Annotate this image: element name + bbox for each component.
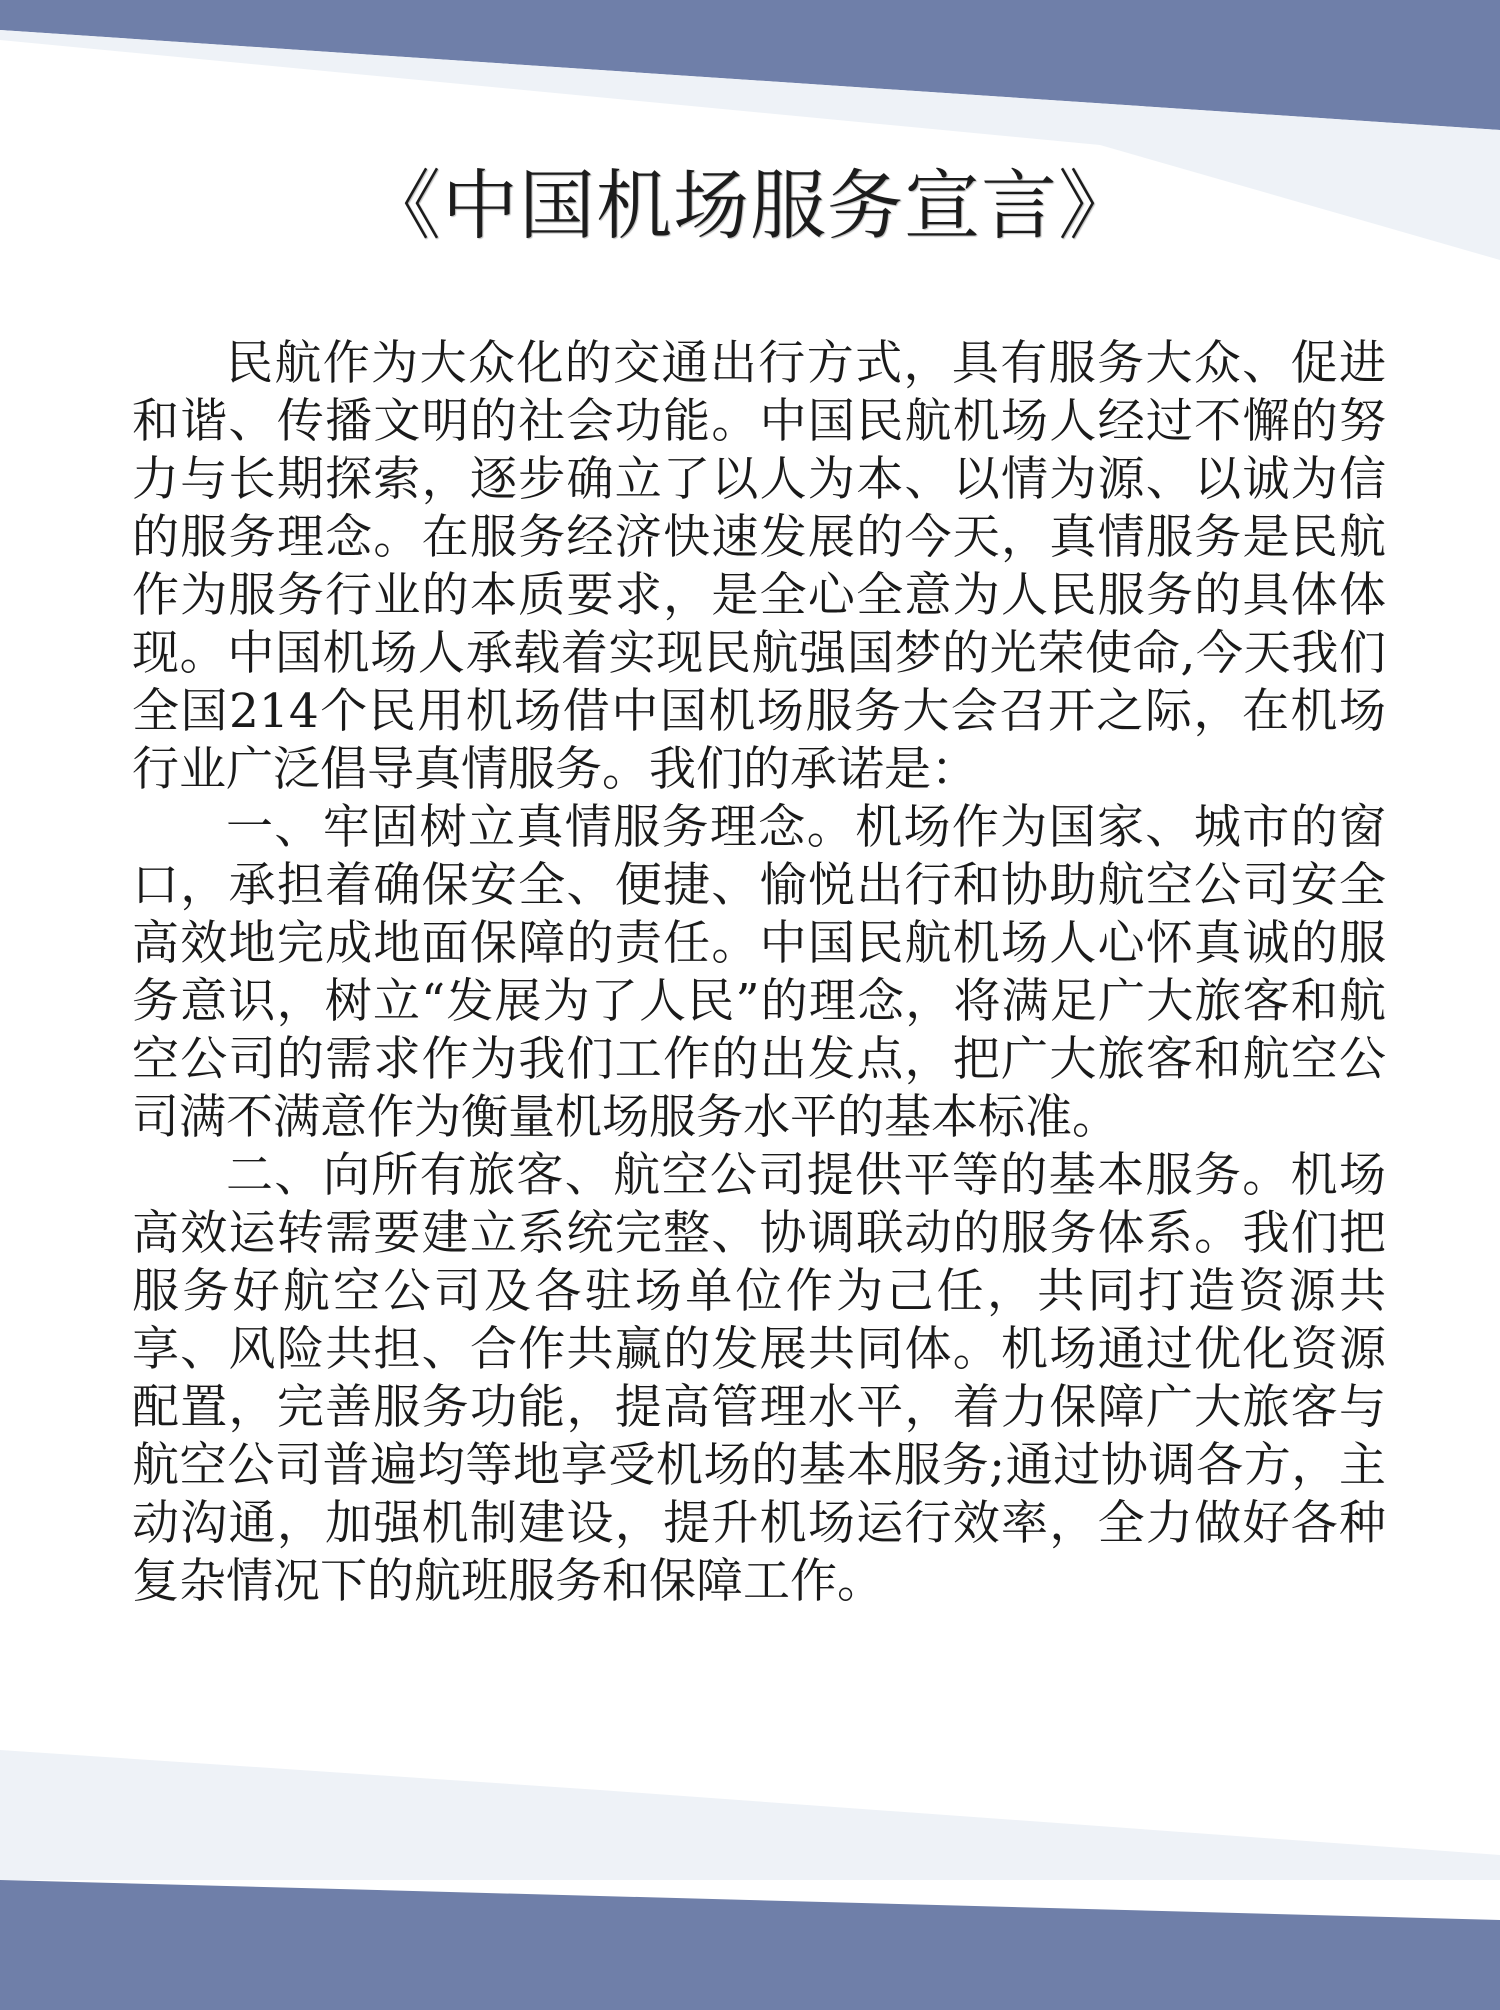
document-title: 《中国机场服务宣言》 [365,161,1135,250]
paragraph-point-one: 一、牢固树立真情服务理念。机场作为国家、城市的窗口，承担着确保安全、便捷、愉悦出行和协助航空公司安全高效地完成地面保障的责任。中国民航机场人心怀真诚的服务意识，树立“发展为了人民”的理念，将满足广大旅客和航空公司的需求作为我们工作的出发点，把广大旅客和航空公司满不满意作为衡量机场服务水平的基本标准。 [132,800,1386,1145]
paragraph-intro: 民航作为大众化的交通出行方式，具有服务大众、促进和谐、传播文明的社会功能。中国民航机场人经过不懈的努力与长期探索，逐步确立了以人为本、以情为源、以诚为信的服务理念。在服务经济快速发展的今天，真情服务是民航作为服务行业的本质要求，是全心全意为人民服务的具体体现。中国机场人承载着实现民航强国梦的光荣使命,今天我们全国214个民用机场借中国机场服务大会召开之际，在机场行业广泛倡导真情服务。我们的承诺是： [132,336,1386,797]
bottom-light-band [0,1750,1500,1880]
document-body [132,335,1386,1611]
paragraph-point-two: 二、向所有旅客、航空公司提供平等的基本服务。机场高效运转需要建立系统完整、协调联动的服务体系。我们把服务好航空公司及各驻场单位作为己任，共同打造资源共享、风险共担、合作共赢的发展共同体。机场通过优化资源配置，完善服务功能，提高管理水平，着力保障广大旅客与航空公司普遍均等地享受机场的基本服务;通过协调各方，主动沟通，加强机制建设，提升机场运行效率，全力做好各种复杂情况下的航班服务和保障工作。 [132,1148,1386,1609]
bottom-blue-band [0,1880,1500,2010]
